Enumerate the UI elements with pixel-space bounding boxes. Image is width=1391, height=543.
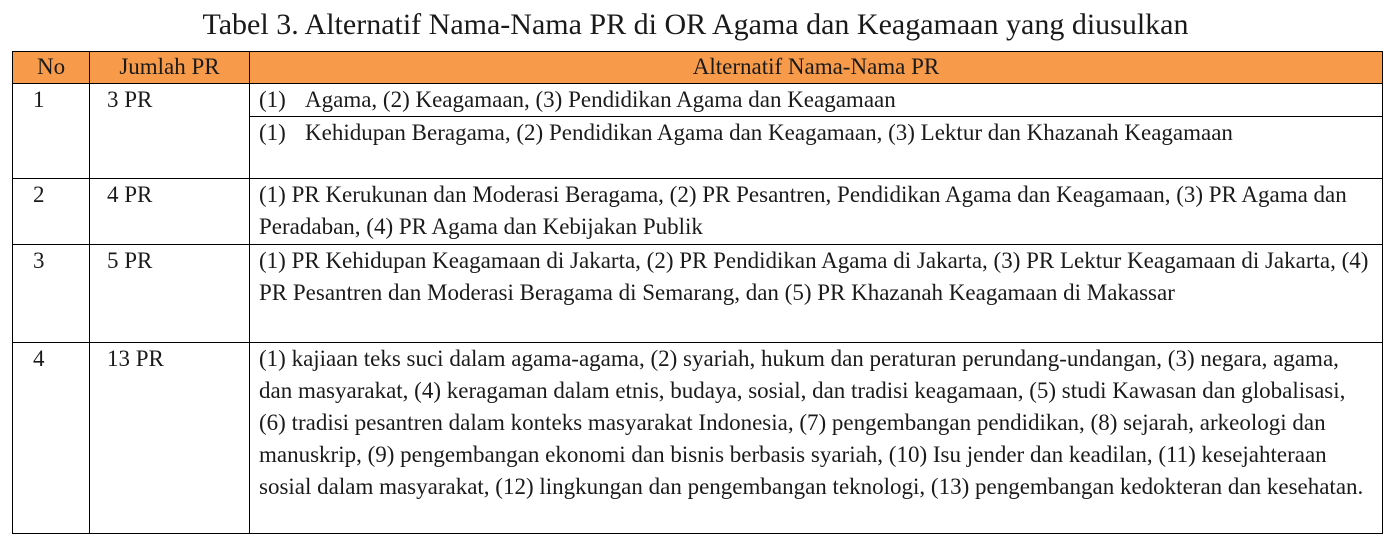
header-no: No xyxy=(13,52,90,84)
cell-alternatif: (1) PR Kehidupan Keagamaan di Jakarta, (2) PR Pendidikan Agama di Jakarta, (3) PR Lektur Keagamaan di Jakarta, (4) PR Pesantren dan Moderasi Beragama di Semarang, dan (5) PR Khazanah Keagamaan di Makassar xyxy=(250,245,1383,343)
table-row xyxy=(13,343,1383,534)
cell-no: 2 xyxy=(13,179,90,245)
list-number: (1) xyxy=(259,120,286,145)
table-row xyxy=(13,179,1383,245)
table-row xyxy=(13,245,1383,343)
table-caption: Tabel 3. Alternatif Nama-Nama PR di OR Agama dan Keagamaan yang diusulkan xyxy=(202,8,1189,41)
cell-no: 1 xyxy=(13,84,90,179)
cell-no: 3 xyxy=(13,245,90,343)
cell-no: 4 xyxy=(13,343,90,534)
alternatif-option-a xyxy=(259,84,1374,116)
alternatif-text: Agama, (2) Keagamaan, (3) Pendidikan Agama dan Keagamaan xyxy=(305,87,896,112)
pr-alternatives-table xyxy=(12,51,1383,534)
cell-alternatif: (1) PR Kerukunan dan Moderasi Beragama, (2) PR Pesantren, Pendidikan Agama dan Keagamaan, (3) PR Agama dan Peradaban, (4) PR Agama dan Kebijakan Publik xyxy=(250,179,1383,245)
list-number: (1) xyxy=(259,87,286,112)
alternatif-text: Kehidupan Beragama, (2) Pendidikan Agama dan Keagamaan, (3) Lektur dan Khazanah Keagamaan xyxy=(305,120,1233,145)
cell-jumlah: 3 PR xyxy=(90,84,250,179)
cell-alternatif xyxy=(250,84,1383,117)
table-row xyxy=(13,84,1383,117)
header-alternatif: Alternatif Nama-Nama PR xyxy=(250,52,1383,84)
cell-jumlah: 13 PR xyxy=(90,343,250,534)
cell-alternatif xyxy=(250,117,1383,179)
header-jumlah-pr: Jumlah PR xyxy=(90,52,250,84)
table-header-row xyxy=(13,52,1383,84)
cell-jumlah: 5 PR xyxy=(90,245,250,343)
cell-alternatif: (1) kajiaan teks suci dalam agama-agama, (2) syariah, hukum dan peraturan perundang-undangan, (3) negara, agama, dan masyarakat, (4) keragaman dalam etnis, budaya, sosial, dan tradisi keagamaan, (5) studi Kawasan dan globalisasi, (6) tradisi pesantren dalam konteks masyarakat Indonesia, (7) pengembangan pendidikan, (8) sejarah, arkeologi dan manuskrip, (9) pengembangan ekonomi dan bisnis berbasis syariah, (10) Isu jender dan keadilan, (11) kesejahteraan sosial dalam masyarakat, (12) lingkungan dan pengembangan teknologi, (13) pengembangan kedokteran dan kesehatan. xyxy=(250,343,1383,534)
cell-jumlah: 4 PR xyxy=(90,179,250,245)
alternatif-option-b xyxy=(259,117,1374,149)
